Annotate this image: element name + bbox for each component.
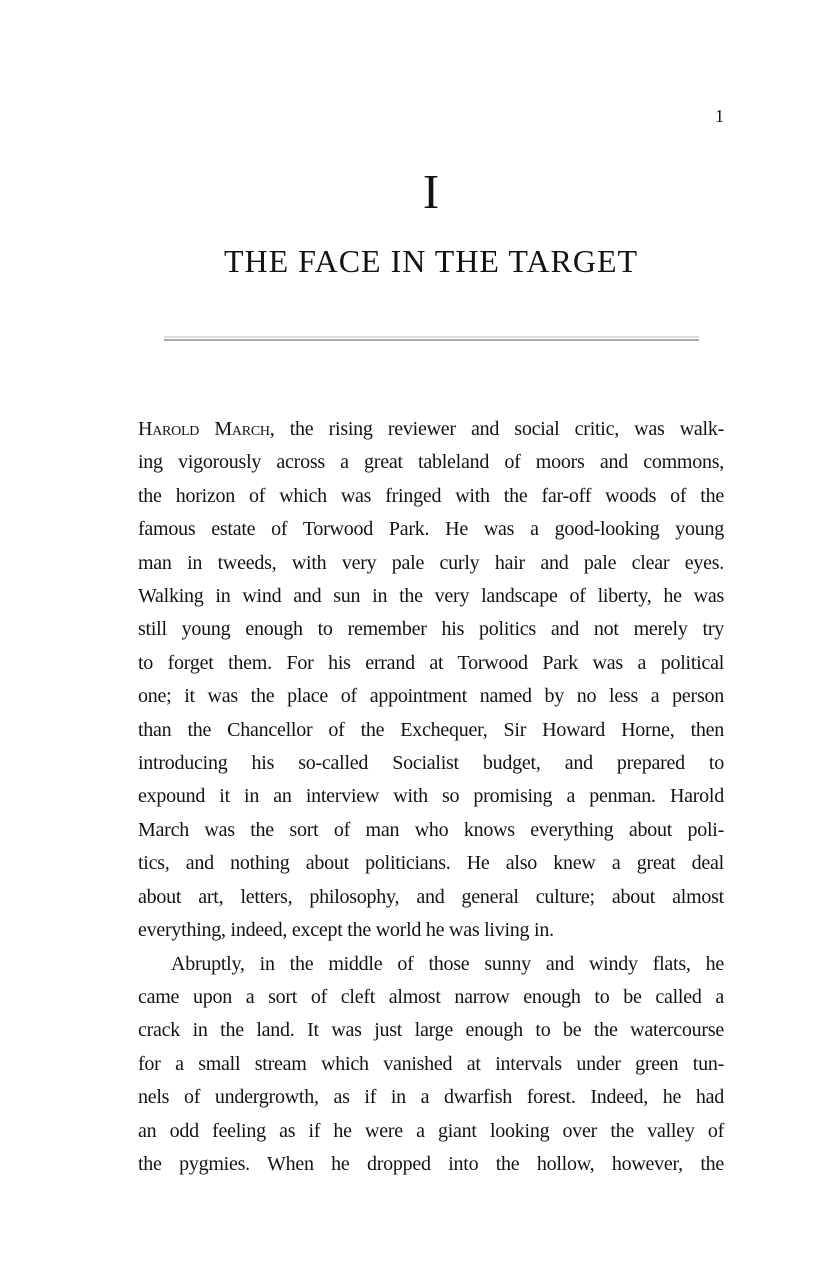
text-line: the horizon of which was fringed with the far-off woods of the xyxy=(138,484,724,507)
smallcaps-lead: Harold March xyxy=(138,418,270,440)
chapter-title: THE FACE IN THE TARGET xyxy=(223,243,639,279)
section-divider xyxy=(164,336,699,341)
text-line: came upon a sort of cleft almost narrow enough to be called a xyxy=(138,985,724,1008)
text-line: famous estate of Torwood Park. He was a good-looking young xyxy=(138,518,724,541)
text-line: March was the sort of man who knows everything about poli- xyxy=(138,818,724,841)
text-line: crack in the land. It was just large enough to be the watercourse xyxy=(138,1019,724,1042)
text-line: nels of undergrowth, as if in a dwarfish forest. Indeed, he had xyxy=(138,1086,724,1109)
text-line: to forget them. For his errand at Torwood Park was a political xyxy=(138,651,724,674)
text-line: Walking in wind and sun in the very landscape of liberty, he was xyxy=(138,585,724,608)
text-line: introducing his so-called Socialist budget, and prepared to xyxy=(138,752,724,775)
text-line: expound it in an interview with so promising a penman. Harold xyxy=(138,785,724,808)
text-line: about art, letters, philosophy, and general culture; about almost xyxy=(138,885,724,908)
page-number: 1 xyxy=(715,106,724,126)
text-block xyxy=(138,0,724,1181)
text-line: Abruptly, in the middle of those sunny and windy flats, he xyxy=(171,952,724,975)
paragraph-1 xyxy=(138,413,724,948)
text-line: man in tweeds, with very pale curly hair and pale clear eyes. xyxy=(138,551,724,574)
first-line-rest: , the rising reviewer and social critic, was walk- xyxy=(269,418,725,440)
text-line xyxy=(138,413,724,446)
text-line: the pygmies. When he dropped into the hollow, however, the xyxy=(138,1152,724,1175)
text-line: one; it was the place of appointment named by no less a person xyxy=(138,685,724,708)
text-line: still young enough to remember his politics and not merely try xyxy=(138,618,724,641)
text-line: ing vigorously across a great tableland of moors and commons, xyxy=(138,451,724,474)
text-line: tics, and nothing about politicians. He also knew a great deal xyxy=(138,852,724,875)
text-line: for a small stream which vanished at intervals under green tun- xyxy=(138,1052,724,1075)
chapter-number: I xyxy=(422,164,440,219)
text-line: than the Chancellor of the Exchequer, Sir Howard Horne, then xyxy=(138,718,724,741)
body-text xyxy=(138,413,724,1181)
text-line: everything, indeed, except the world he was living in. xyxy=(138,919,554,942)
text-line: an odd feeling as if he were a giant looking over the valley of xyxy=(138,1119,724,1142)
paragraph-2 xyxy=(138,948,724,1182)
